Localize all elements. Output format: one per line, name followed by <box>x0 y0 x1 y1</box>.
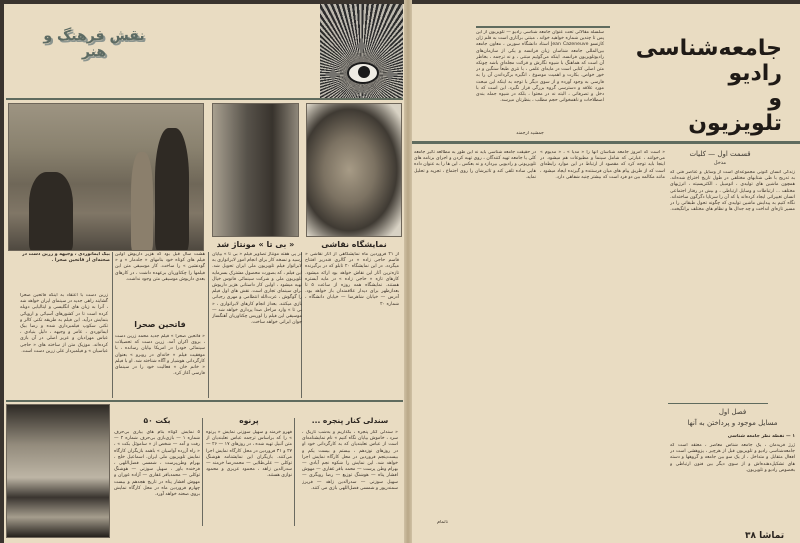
column-rule <box>112 252 113 398</box>
eye-icon <box>347 62 379 84</box>
intro-top-rule <box>476 26 610 28</box>
photo-desert-conquerors <box>8 103 204 251</box>
exhibition-body: از ۲۱ فروردین ماه نمایشگاهی از آثار نقاشی « قاسم حاجی زاده » در گالری قندریز افتتاح میگردد. در این نمایشگاه ۲۰ تابلو که در برگیرنده تازه‌ترین آثار این نقاش خواهد بود ارائه میشود. کارهای تازه « حاجی زاده » در مایه آبستره هستند. نمایشگاه همه روزه از ساعت ۵ تا بعدازظهر برای دیدار علاقمندان باز خواهد بود. آدرس — خیابان شاهرضا — خیابان دانشگاه ، شماره ۲۰ <box>305 252 399 307</box>
desert-conquerors-body: « فاتحین صحرا » فیلم جدید محمد زرین دست ، بروی اکران آمد. زرین دست که تحصیلات سینمائی خودرا در امریکا بپایان رسانده ، با موفقیت فیلم « خانه‌ای در روبرو » بعنوان کارگردانی هوشیار و آگاه شناخته شد. او با فیلم « خانم خان » فعالیت خود را در سینمای فارسی آغاز کرد. <box>115 334 205 377</box>
series-intro: سلسله مقالاتی تحت عنوان جامعه شناسی رادیو — تلویزیون از این پس تا چندین شماره خواهید خواند ، مبتنی برآثاری است به قلم ژان کازنسو Jean Cazeneuve استاد دانشگاه سوربن ، معاون جامعه بین‌المللی جامعه شناسان زبان فرانسه و یکی از سازمان‌های رادیوتلویزیون فرانسه. اینکه می‌گوئیم مبتنی ، و نه ترجمه ، بخاطر آن است که هماهنگ با شیوه نگارش و قرائت مجله‌ای باشد چونکه متن اصلی کتابی است در مایه‌ای علمی ، با نثری طبعاً سنگین و در خور خواص. بکارت و اهمیت موضوع ، انگیزه برگرداندن آن را به فارسی به وجود آورده و از سوی دیگر با توجه به اینکه این مبحث مورد علاقه و دسترسی گروه بزرگی قرار نگیرد. این است که با دخل و تصرفاتی ، البته نه در محتوا ، بلکه در شیوه جمله بندی اصطلاحات و ناهمخوانی حجم مطلب ، بنظرتان میرسد. <box>476 30 604 104</box>
page-footer <box>745 531 784 541</box>
right-column-2: « است که امروز جامعه شناسان آنها را « مدیا » ، « مدیوم » می‌خوانند ، عبارتی که شامل سینما و مطبوعات هم میشود. در اینجا باید توجه کرد که مقصود از ارتباط در این موارد رابطه‌ای است که از طریق پیام های میان فرستنده و گیرنده ایجاد میشود ، مانند مکالمه بین دو فرد است که بیشتر چنبه شفاهی دارد. <box>540 150 665 180</box>
bottom-divider <box>6 400 403 402</box>
outcast-heading: پرنوه <box>239 416 259 425</box>
title-line: رادیو <box>728 61 782 86</box>
chapter-heading: فصل اول <box>718 408 747 416</box>
eye-graphic <box>320 4 403 98</box>
chapter-rule <box>668 403 768 404</box>
column-rule <box>208 252 209 398</box>
chapter-subheading: مسایل موجود و پرداختن به آنها <box>687 419 778 427</box>
desert-conquerors-cont-body: زرین دست با اعتقاد به اینکه فاتحین صحرا گشایند راهی جدید در سینمای ایران خواهد شد ، آنرا به زبان های انگلیسی و ایتالیایی دوبله کرده است تا در کشورهای آسیائی و اروپائی بنمایش درآید. این فیلم به طریقه تکنی کالر و تکنی سکوپ فیلمبرداری شده و رضا بیک ایمانوردی ، عامر و وجیهه ، دلیل بنیادی ، عباس مهرادیان و عزیز اصلی در آن بازی کرده‌اند. موزیک متن از ساخته های « حاجی عباسیان » و فیلمبردار علی زرین دست است. <box>20 293 108 354</box>
title-line: و <box>768 86 782 111</box>
chapter-body: ژرژ فریدمان ، یک جامعه شناس معاصر ، معتقد است که جامعه‌شناسی رادیو و تلویزیون قبل از هرچیز ، پژوهشی است در افعال متقابل و متداخل ، از یک سو بین جامعه و گروهها و دسته های تشکیل‌دهنده‌اش و از سوی دیگر بین فنون ارتباطی و بخصوص رادیو و تلویزیون. <box>670 443 795 473</box>
article-title <box>612 36 782 136</box>
to-be-continued: ناتمام <box>437 520 448 525</box>
part-heading: قسمت اول — کلیات <box>689 150 751 158</box>
footer-brand: تماشا <box>759 531 785 541</box>
page-gutter <box>404 0 412 543</box>
beckett-body: ۵ نمایش کوتاه بنام های بیاری بی‌حرف شماره ۱ — بازی‌بازی بی‌حرف شماره ۲ — رفت و آمد — شخص از « ساموئل بکت » ، « راه آزرده آواسیان » باهمد بازیگران کارگاه نمایش تلویزیون ملی ایران. اسماعیل خلج ، بهرام وطن‌پرست ، شمسی فضل‌اللهی ، فرخنده باور ، سهیل سوزنی — هوشنگ توکلی — محمدباقر غفاری — آزاده غوران و مهوش افشار پناه در تاریخ هجدهم و بیست چهارم فروردین ماه در محل کارگاه نمایش بروی صحنه خواهد آورد. <box>114 430 200 498</box>
page-left-edge <box>0 0 4 543</box>
photo-bita-montage <box>212 103 299 237</box>
part-subheading: مدخل <box>713 160 727 166</box>
section-heading: ۱ — نقطه نظر جامعه شناسی <box>727 434 795 439</box>
window-seat-body: « سندلی کنار پنجره ، بگذاریم و به‌شب تاریک ، سرد ، خاموش بپایان نگاه کنیم » نام نمایشنامه‌ای است از عباس نعلبندیان که به کارگردانی خود او در روزهای نوزدهم ، بیستم و بیست یکم و بیست‌پنجم فروردین در محل کارگاه نمایش اجرا خواهد شد. این نمایش را شکوه نجم آبادی — بهرام وطن پرست — محمد باقر غفاری — مهوش افشار پناه — هوشنگ توزیع — رضا رویگری — سهیل سوزنی — سدرالدین زاهد — فریرز سمندرپور و شمسی فضل‌اللهی بازی می کنند. <box>302 430 398 491</box>
desert-conquerors-heading: فاتحین صحرا <box>134 320 186 329</box>
photo-caption: بیک ایمانوردی ، وجیهه و زرین دست در صحنه‌ای از فاتحین صحرا . <box>22 252 110 264</box>
page-number: ۳۸ <box>745 531 756 541</box>
figure-man <box>155 128 189 251</box>
beckett-heading: بکت ۵۰ <box>143 416 171 425</box>
column-rule <box>294 418 295 526</box>
film-history-body: هشت سال قبل بود که هژیر داریوش اولین فیلم های کوتاه خود بنامهای « جلدمار » و « گودنشین » را ساخت. کار موسیقی متن این فیلمها را چکناوریان برعهده داشت ، در کارهای بعدی داریوش موسیقی متن وجود نداشت. <box>115 252 205 282</box>
photo-stage-play <box>6 404 110 538</box>
section-logo: نقش فرهنگ و هنر <box>43 28 145 60</box>
montage-heading: « بی تا » مونتاژ شد <box>216 240 295 249</box>
figure-soldier <box>29 172 73 251</box>
window-seat-heading: سندلی کنار پنجره ... <box>311 416 389 425</box>
title-line: جامعه‌شناسی <box>635 36 782 61</box>
column-rule <box>202 418 203 526</box>
title-bottom-rule <box>412 141 800 144</box>
translator-signature: جمشید ارجمند <box>516 131 544 136</box>
right-column-3: در حقیقت جامعه شناسی باید نه این طور به مطالعه تاثیر جامعه کلی یا جامعه تهیه کنندگان ، روی تهیه کردن و اجرای برنامه های تلویزیونی و رادیویی بپردازد و نه بعکس ، این ها را به عنوان داده هایی ساده تلقی کند و تاثیرشان را روی اجتماع ، تجزیه و تحلیل نماید. <box>414 150 536 180</box>
exhibition-heading: نمایشگاه نقاشی <box>321 240 387 249</box>
photo-painter-portrait <box>306 103 402 237</box>
right-column-1: زندگی انسان کنونی مجموعه‌ای است از وسایل و عناصر فنی که به تدریج با طی شتابهای مختلفی در طول تاریخ اختراع شده‌اند. همچون ماشین های تولیدی ، اتومبیل ، الکتریسیته ، انرژیهای مختلف ... ارتباطات و وسایل ارتباطی ، و بیش در رفتار اجتماعی انسان تغییراتی ایجاد کرده‌اند یا که آن را سرتاپا دگرگون ساخته‌اند. نگاه کنیم به پیدایش ماشین تولیدی که چگونه تحول طبقاتی را در مسیر تازه‌ای انداخت و چه جدال ها و نظام های مختلف برانگیخت. <box>670 170 795 213</box>
figure-woman <box>131 152 153 251</box>
outcast-body: فهرو خرمند و سهیل سوزنی نمایش « پرنوه » را که براساس ترجمه عباس نعلبندیان از متن آتبیل تهیه شده ، در روزهای ۱۷ — ۲۶ — ۲۷ و ۳۱ فروردین در محل کارگاه نمایش اجرا می‌کنند. بازیگران این نمایشنامه هوشنگ توکلی — علی‌طلایی — محمدرضا خرمند — سدرالدین زاهد ، محمود عزیزی و محمود نوازی هستند. <box>206 430 292 479</box>
montage-body: در پی هفته مونتاژ تصاویر فیلم « بی تا » بپایان رسید و نسخه کار برای انجام امور لابراتواری به لابراتوار فیلم تلویزیون ملی ایران تحویل شد. این فیلم ، که بصورت محصول مشترک بسرمایه تلویزیون ملی و شرکت سینمائی فانوس خیال تهیه میشود ، اولین کار داستانی هژیر داریوش برای سینمای تجاری است. نقش های اول فیلم را گوگوش ، عزت‌الله انتظامی و مهری رجبانی بازی میکنند. بعداز انجام کارهای لابراتواری ، « بی تا » وارد مراحل صدا پرداری خواهد شد — موسیقی این فیلم را لوریس چکناوریان آهنگساز جوان ایرانی خواهد ساخت. <box>212 252 302 326</box>
title-line: تلویزیون <box>688 111 782 136</box>
top-divider <box>6 98 403 100</box>
